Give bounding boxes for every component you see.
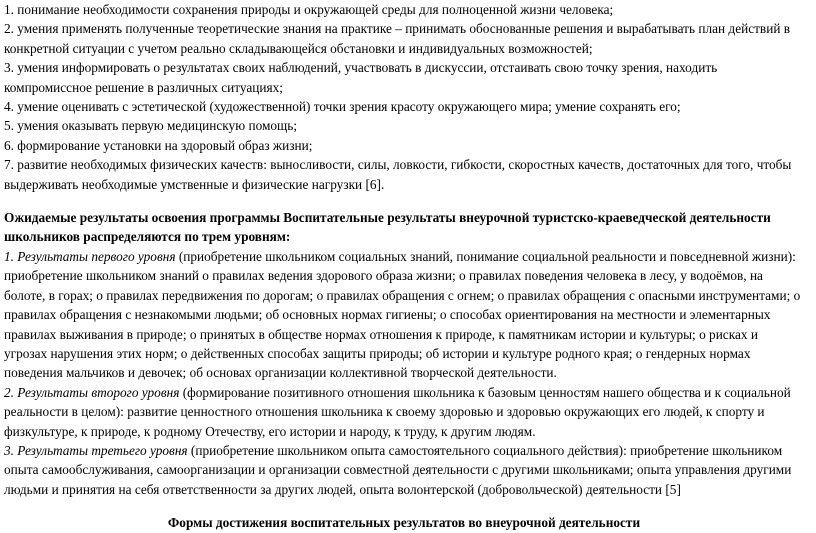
list-item: 1. понимание необходимости сохранения природы и окружающей среды для полноценной жизни человека; xyxy=(4,2,614,17)
level-paragraph xyxy=(4,441,804,499)
list-item: 7. развитие необходимых физических качеств: выносливости, силы, ловкости, гибкости, скоростных качеств, достаточных для того, чтобы выдерживать необходимые умственные и физические нагрузки [6]. xyxy=(4,157,792,192)
level-title: 2. Результаты второго уровня xyxy=(4,384,180,400)
level-paragraph xyxy=(4,247,804,383)
level-text: (формирование позитивного отношения школьника к базовым ценностям нашего общества и к социальной реальности в целом): развитие ценностного отношения школьника к своему здоровью и здоровью окружающих его людей, к спорту и физкультуре, к природе, к родному Отечеству, его истории и народу, к труду, к другим людям. xyxy=(4,384,791,439)
forms-heading: Формы достижения воспитательных результатов во внеурочной деятельности xyxy=(167,515,641,531)
list-item: 4. умение оценивать с эстетической (художественной) точки зрения красоту окружающего мира; умение сохранять его; xyxy=(4,99,681,115)
level-paragraph xyxy=(4,383,804,441)
level-text: (приобретение школьником социальных знаний, понимание социальной реальности и повседневной жизни): приобретение школьником знаний о правилах ведения здорового образа жизни; о правилах поведения человека в лесу, у водоёмов, на болоте, в горах; о правилах передвижения по дорогам; о правилах обращения с огнем; о правилах обращения с опасными инструментами; о правилах обращения с незнакомыми людьми; об основных нормах гигиены; о способах ориентирования на местности и элементарных правилах выживания в природе; о принятых в обществе нормах отношения к природе, к памятникам истории и культуры; о рисках и угрозах нарушения этих норм; о действенных способах защиты природы; об истории и культуре родного края; о гендерных нормах поведения мальчиков и девочек; об основах организации коллективной творческой деятельности. xyxy=(4,248,801,381)
skills-list xyxy=(4,0,804,194)
list-item: 3. умения информировать о результатах своих наблюдений, участвовать в дискуссии, отстаивать свою точку зрения, находить компромиссное решение в различных ситуациях; xyxy=(4,60,718,95)
level-title: 1. Результаты первого уровня xyxy=(4,248,176,264)
spacer xyxy=(4,194,804,208)
level-title: 3. Результаты третьего уровня xyxy=(4,442,188,458)
results-heading: Ожидаемые результаты освоения программы Воспитательные результаты внеурочной туристско-краеведческой деятельности школьников распределяются по трем уровням: xyxy=(4,210,771,245)
list-item: 5. умения оказывать первую медицинскую помощь; xyxy=(4,118,298,134)
list-item: 6. формирование установки на здоровый образ жизни; xyxy=(4,137,313,153)
levels-section xyxy=(4,247,804,499)
level-text: (приобретение школьником опыта самостоятельного социального действия): приобретение школьником опыта самообслуживания, самоорганизации и организации совместной деятельности с другими школьниками; опыта управления другими людьми и принятия на себя ответственности за других людей, опыта волонтерской (добровольческой) деятельности [5] xyxy=(4,442,792,497)
list-item: 2. умения применять полученные теоретические знания на практике – принимать обоснованные решения и вырабатывать план действий в конкретной ситуации с учетом реально складывающейся обстановки и индивидуальных возможностей; xyxy=(4,21,791,56)
